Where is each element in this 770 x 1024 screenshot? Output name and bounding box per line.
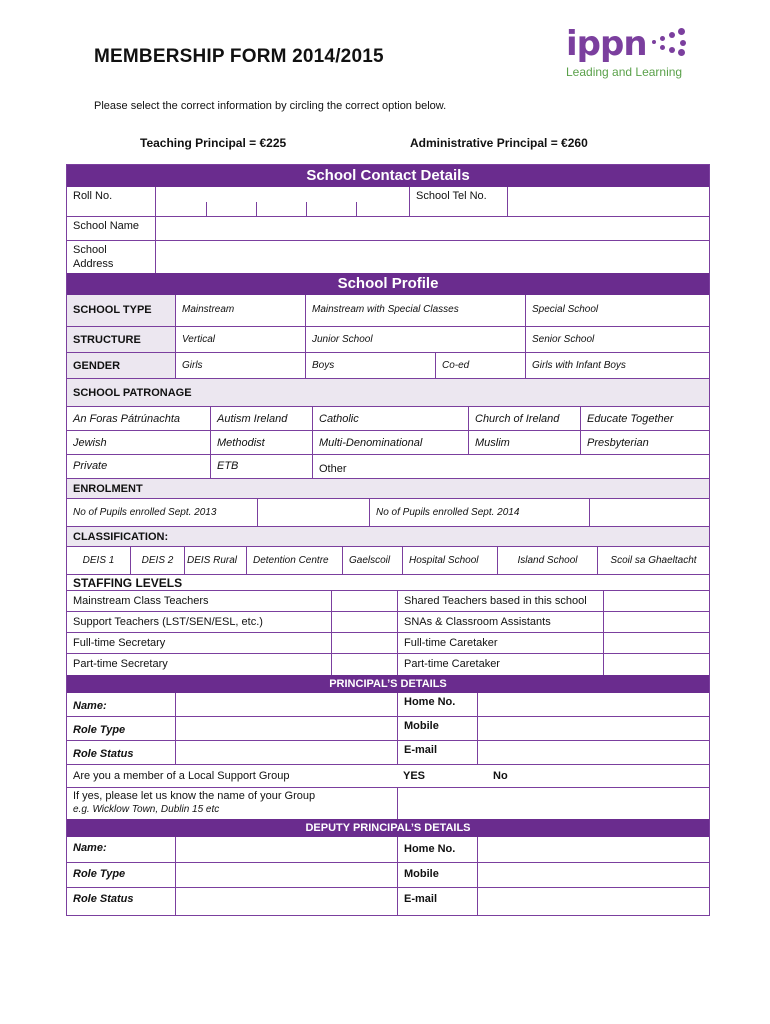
option-mainstream[interactable]: Mainstream [175,295,305,326]
option-scoil-sa-ghaeltacht[interactable]: Scoil sa Ghaeltacht [597,547,709,574]
deputy-mobile-field[interactable] [477,863,709,887]
staff-snas-label: SNAs & Classroom Assistants [397,612,603,632]
option-senior-school[interactable]: Senior School [525,327,709,352]
deputy-email-label: E-mail [397,888,477,915]
principal-mobile-label: Mobile [397,717,477,740]
option-presbyterian[interactable]: Presbyterian [580,431,709,454]
option-deis-rural[interactable]: DEIS Rural [184,547,246,574]
principal-name-label: Name: [73,700,107,712]
contact-heading: School Contact Details [67,165,709,187]
school-name-label: School Name [73,220,140,232]
option-deis-2[interactable]: DEIS 2 [130,547,184,574]
logo-dots-icon [650,26,690,56]
option-muslim[interactable]: Muslim [468,431,580,454]
deputy-heading: DEPUTY PRINCIPAL’S DETAILS [67,819,709,837]
option-girls[interactable]: Girls [175,353,305,378]
profile-heading: School Profile [67,273,709,295]
option-deis-1[interactable]: DEIS 1 [82,555,115,566]
roll-no-field[interactable] [155,187,409,216]
principal-role-type-field[interactable] [175,717,397,740]
membership-form-table [66,164,710,916]
school-tel-field[interactable] [507,187,709,216]
enrol-2014-field[interactable] [589,499,709,526]
staff-shared-teachers-label: Shared Teachers based in this school [397,591,603,611]
option-multi-denominational[interactable]: Multi-Denominational [312,431,468,454]
staff-support-teachers-field[interactable] [331,612,397,632]
deputy-role-type-label: Role Type [73,868,126,880]
group-name-question [67,788,397,819]
principal-name-field[interactable] [175,693,397,716]
school-name-field[interactable] [155,217,709,240]
ippn-logo: ippn [566,24,647,64]
option-an-foras[interactable]: An Foras Pátrúnachta [73,413,181,425]
staff-shared-teachers-field[interactable] [603,591,709,611]
staff-ft-caretaker-label: Full-time Caretaker [397,633,603,653]
principal-role-status-field[interactable] [175,741,397,764]
structure-label: STRUCTURE [67,327,175,352]
support-group-question: Are you a member of a Local Support Group [73,770,290,782]
logo-tagline: Leading and Learning [566,65,683,79]
option-co-ed[interactable]: Co-ed [435,353,525,378]
option-church-of-ireland[interactable]: Church of Ireland [468,407,580,430]
school-address-field[interactable] [155,241,709,273]
group-name-prompt: If yes, please let us know the name of your Group [73,790,316,802]
option-methodist[interactable]: Methodist [210,431,312,454]
staff-ft-secretary-label: Full-time Secretary [73,637,166,649]
staff-pt-secretary-field[interactable] [331,654,397,675]
option-jewish[interactable]: Jewish [73,437,107,449]
staff-ft-secretary-field[interactable] [331,633,397,653]
staff-pt-caretaker-field[interactable] [603,654,709,675]
staff-snas-field[interactable] [603,612,709,632]
gender-label: GENDER [67,353,175,378]
option-mainstream-special[interactable]: Mainstream with Special Classes [305,295,525,326]
group-name-example: e.g. Wicklow Town, Dublin 15 etc [73,804,220,815]
principal-role-type-label: Role Type [73,724,126,736]
option-hospital-school[interactable]: Hospital School [402,547,497,574]
option-educate-together[interactable]: Educate Together [580,407,709,430]
deputy-role-status-field[interactable] [175,888,397,915]
option-other[interactable]: Other [312,455,709,478]
staff-mainstream-teachers-label: Mainstream Class Teachers [73,595,209,607]
staffing-label: STAFFING LEVELS [73,576,183,590]
option-gaelscoil[interactable]: Gaelscoil [342,547,402,574]
school-address-label: School Address [73,244,114,270]
option-etb[interactable]: ETB [210,455,312,478]
principal-role-status-label: Role Status [73,748,134,760]
principal-home-field[interactable] [477,693,709,716]
option-catholic[interactable]: Catholic [312,407,468,430]
principal-home-label: Home No. [397,693,477,716]
enrol-2014-label: No of Pupils enrolled Sept. 2014 [369,499,589,526]
principal-email-label: E-mail [397,741,477,764]
enrol-2013-field[interactable] [257,499,369,526]
option-autism-ireland[interactable]: Autism Ireland [210,407,312,430]
option-girls-infant-boys[interactable]: Girls with Infant Boys [525,353,709,378]
support-group-yes[interactable]: YES [403,770,426,782]
patronage-label: SCHOOL PATRONAGE [73,387,192,399]
school-tel-label: School Tel No. [409,187,507,216]
instruction-text: Please select the correct information by circling the correct option below. [94,100,447,112]
group-name-field[interactable] [397,788,709,819]
fee-teaching-principal[interactable]: Teaching Principal = €225 [140,136,287,150]
deputy-home-label: Home No. [397,837,477,862]
classification-label: CLASSIFICATION: [73,531,169,543]
staff-pt-caretaker-label: Part-time Caretaker [397,654,603,675]
staff-mainstream-teachers-field[interactable] [331,591,397,611]
deputy-name-field[interactable] [175,837,397,862]
option-private[interactable]: Private [73,460,108,472]
principal-heading: PRINCIPAL’S DETAILS [67,675,709,693]
principal-email-field[interactable] [477,741,709,764]
enrol-2013-label: No of Pupils enrolled Sept. 2013 [73,507,217,518]
option-boys[interactable]: Boys [305,353,435,378]
school-type-label: SCHOOL TYPE [67,295,175,326]
deputy-name-label: Name: [73,842,107,854]
enrolment-label: ENROLMENT [73,483,143,495]
option-vertical[interactable]: Vertical [175,327,305,352]
deputy-role-type-field[interactable] [175,863,397,887]
option-junior-school[interactable]: Junior School [305,327,525,352]
support-group-no[interactable]: No [493,770,508,782]
option-detention-centre[interactable]: Detention Centre [246,547,342,574]
principal-mobile-field[interactable] [477,717,709,740]
option-special-school[interactable]: Special School [525,295,709,326]
fee-administrative-principal[interactable]: Administrative Principal = €260 [410,136,588,150]
staff-support-teachers-label: Support Teachers (LST/SEN/ESL, etc.) [73,616,263,628]
deputy-role-status-label: Role Status [73,893,134,905]
deputy-email-field[interactable] [477,888,709,915]
option-island-school[interactable]: Island School [497,547,597,574]
staff-ft-caretaker-field[interactable] [603,633,709,653]
deputy-mobile-label: Mobile [397,863,477,887]
deputy-home-field[interactable] [477,837,709,862]
staff-pt-secretary-label: Part-time Secretary [73,658,168,670]
form-title: MEMBERSHIP FORM 2014/2015 [94,46,384,67]
roll-no-label: Roll No. [73,190,113,202]
